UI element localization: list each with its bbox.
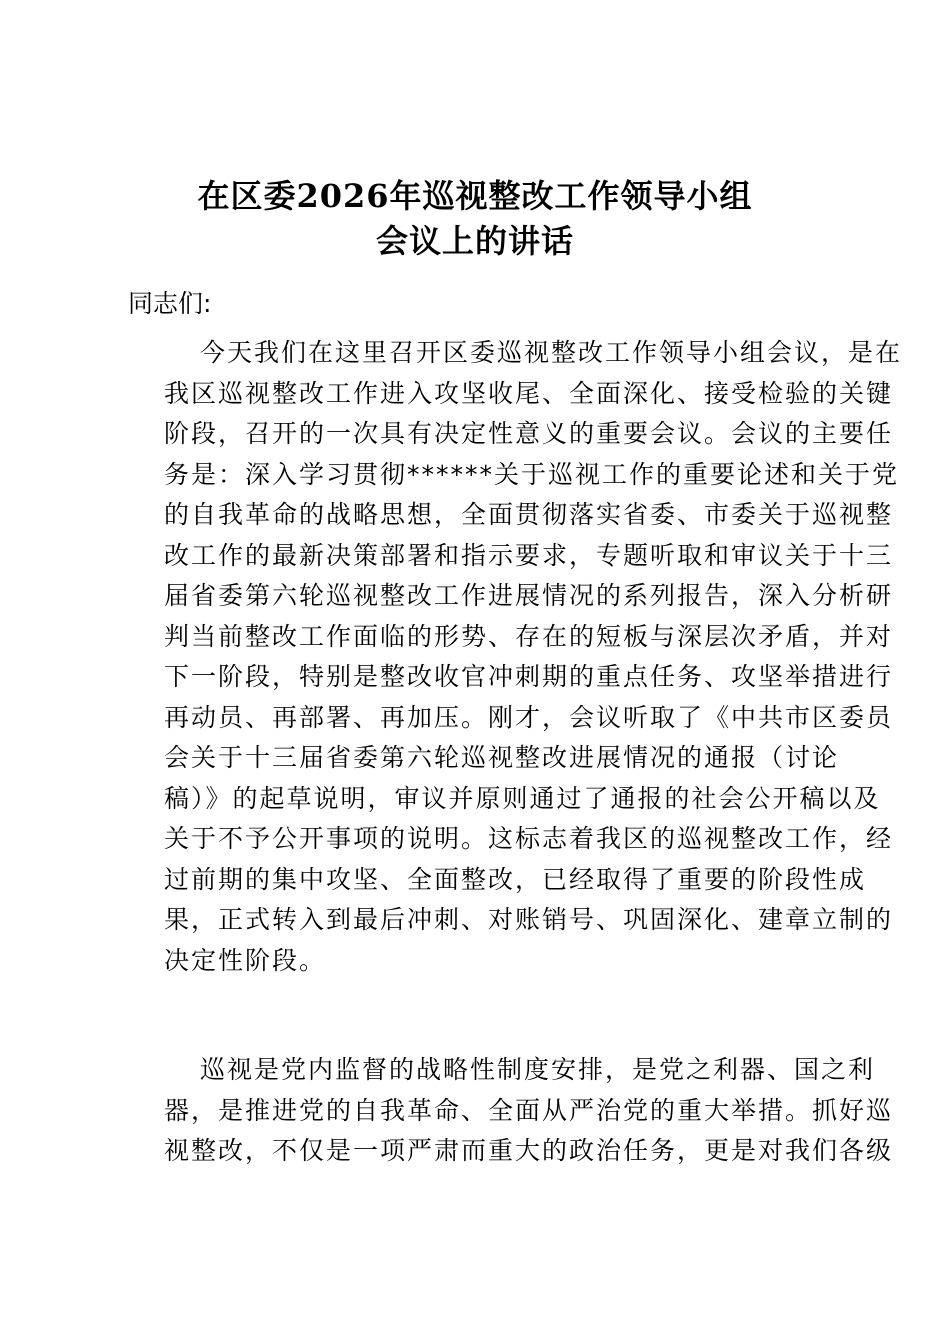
paragraph-line: 巡视是党内监督的战略性制度安排，是党之利器、国之利 — [200, 1055, 876, 1084]
paragraph-line: 决定性阶段。 — [164, 945, 327, 975]
document-title-line-1: 在区委2026年巡视整改工作领导小组 — [197, 177, 753, 215]
paragraph-line: 届省委第六轮巡视整改工作进展情况的系列报告，深入分析研 — [164, 581, 894, 610]
paragraph-line: 关于不予公开事项的说明。这标志着我区的巡视整改工作，经 — [164, 824, 894, 853]
paragraph-line: 务是：深入学习贯彻******关于巡视工作的重要论述和关于党 — [164, 459, 900, 489]
document-title-line-2: 会议上的讲话 — [375, 222, 574, 260]
paragraph-line: 器，是推进党的自我革命、全面从严治党的重大举措。抓好巡 — [164, 1095, 894, 1125]
salutation: 同志们: — [128, 289, 212, 318]
paragraph-2 — [128, 1050, 894, 1172]
paragraph-line: 的自我革命的战略思想，全面贯彻落实省委、市委关于巡视整 — [164, 500, 894, 529]
paragraph-line: 稿）》的起草说明，审议并原则通过了通报的社会公开稿以及 — [164, 783, 881, 813]
paragraph-line: 判当前整改工作面临的形势、存在的短板与深层次矛盾，并对 — [164, 621, 894, 651]
paragraph-line: 我区巡视整改工作进入攻坚收尾、全面深化、接受检验的关键 — [164, 378, 894, 408]
paragraph-line: 视整改，不仅是一项严肃而重大的政治任务，更是对我们各级 — [164, 1136, 894, 1165]
paragraph-1 — [128, 333, 903, 981]
paragraph-line: 会关于十三届省委第六轮巡视整改进展情况的通报（讨论 — [164, 743, 840, 772]
paragraph-line: 下一阶段，特别是整改收官冲刺期的重点任务、攻坚举措进行 — [164, 662, 894, 691]
paragraph-line: 阶段，召开的一次具有决定性意义的重要会议。会议的主要任 — [164, 419, 894, 448]
paragraph-line: 果，正式转入到最后冲刺、对账销号、巩固深化、建章立制的 — [164, 905, 894, 934]
paragraph-line: 改工作的最新决策部署和指示要求，专题听取和审议关于十三 — [164, 540, 894, 570]
paragraph-line: 今天我们在这里召开区委巡视整改工作领导小组会议，是在 — [200, 338, 903, 367]
paragraph-line: 过前期的集中攻坚、全面整改，已经取得了重要的阶段性成 — [164, 864, 867, 894]
paragraph-line: 再动员、再部署、再加压。刚才，会议听取了《中共市区委员 — [164, 702, 894, 732]
